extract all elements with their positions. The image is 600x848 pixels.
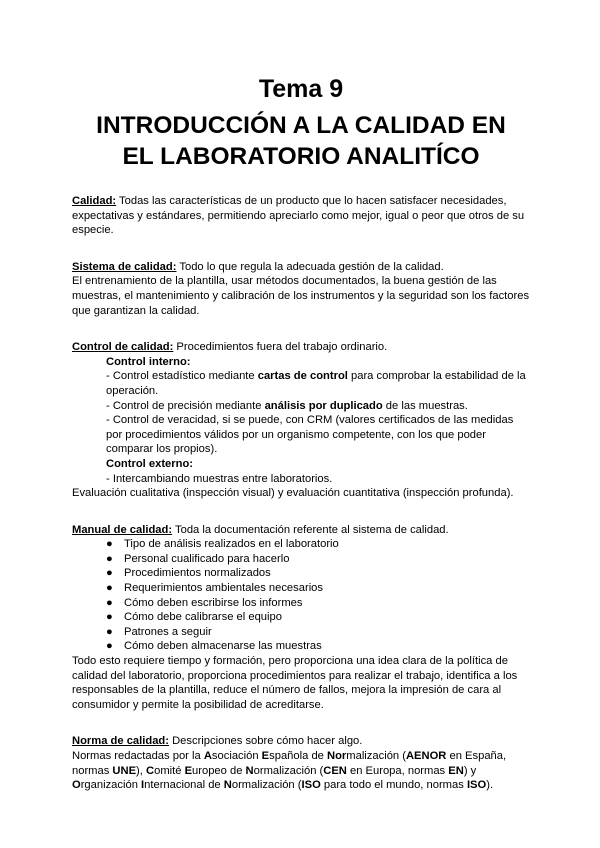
control-heading: Control de calidad: [72,341,174,354]
manual-heading: Manual de calidad: [72,523,173,536]
page-title: Tema 9 [258,75,344,103]
list-item-text: Tipo de análisis realizados en el laboratorio [124,538,339,551]
control-interno-item-1 [106,369,530,398]
list-item [106,610,530,625]
control-interno-item-2 [106,399,530,414]
calidad-heading: Calidad: [72,195,117,207]
control-interno-item-3: - Control de veracidad, si se puede, con CRM (valores certificados de las medidas por procedimientos válidos por un organismo competente, con los que poder comparar los propios). [106,414,514,456]
control-externo-item-1: - Intercambiando muestras entre laboratorios. [106,472,333,485]
sistema-text: Todo lo que regula la adecuada gestión de la calidad. [176,260,444,273]
page-subtitle [72,110,530,172]
norma-seg: ormalización ( [253,764,324,777]
control-externo-title: Control externo: [106,457,194,470]
norma-seg: spañola de [269,750,327,762]
list-item-text: Cómo deben escribirse los informes [124,596,303,609]
section-calidad [72,194,530,238]
list-item [106,537,530,552]
control-definition [72,340,530,355]
bullet-icon: ● [106,596,113,609]
bullet-icon: ● [106,640,113,653]
norma-seg: sociación [211,750,262,762]
control-text: Procedimientos fuera del trabajo ordinario. [173,341,388,354]
norma-seg: rganización [80,779,142,792]
norma-seg: CEN [323,764,347,777]
list-item [106,596,530,611]
list-item [106,581,530,596]
list-item [106,639,530,654]
bullet-icon: ● [106,625,113,638]
control-interno-block [72,355,530,486]
norma-seg: AENOR [405,750,447,762]
norma-seg: para todo el mundo, normas [320,779,467,792]
list-item-text: Patrones a seguir [124,625,212,638]
section-norma [72,734,530,792]
norma-seg: malización ( [346,750,406,762]
norma-seg: E [184,764,193,777]
norma-seg: uropeo de [192,764,246,777]
manual-bullet-list [72,537,530,654]
sistema-heading: Sistema de calidad: [72,260,177,273]
subtitle-line-1: INTRODUCCIÓN A LA CALIDAD EN [96,112,506,139]
norma-seg: A [203,750,212,762]
norma-seg: C [146,764,155,777]
manual-paragraph: Todo esto requiere tiempo y formación, pero proporciona una idea clara de la política de calidad del laboratorio, proporciona procedimientos para realizar el trabajo, identifica a los responsables de la plantilla, reduce el número de fallos, mejora la impresión de cara al consumidor y permite la posibilidad de acreditarse. [72,655,518,711]
section-sistema [72,260,530,318]
norma-heading: Norma de calidad: [72,735,169,748]
calidad-text: Todas las características de un producto que lo hacen satisfacer necesidades, expectativas y estándares, permitiendo apreciarlo como mejor, igual o peor que otros de su especie. [72,195,525,237]
norma-text: Descripciones sobre cómo hacer algo. [168,735,363,748]
norma-seg: ISO [466,779,487,792]
norma-seg: en España, normas [72,750,507,777]
sistema-definition [72,260,530,275]
i1-post: para comprobar la estabilidad de la operación. [106,370,526,397]
manual-definition [72,523,530,538]
bullet-icon: ● [106,567,113,580]
list-item [106,552,530,567]
norma-seg: N [245,764,254,777]
norma-seg: UNE [112,764,137,777]
list-item-text: Personal cualificado para hacerlo [124,552,290,565]
manual-text: Toda la documentación referente al sistema de calidad. [172,523,449,536]
norma-seg: ). [486,779,494,792]
section-manual [72,523,530,713]
calidad-definition [72,194,530,238]
bullet-icon: ● [106,582,113,595]
norma-seg: EN [448,764,464,777]
norma-seg: Normas redactadas por la [72,750,204,762]
bullet-icon: ● [106,611,113,624]
i2-pre: - Control de precisión mediante [106,399,265,412]
norma-seg: ) y [463,764,477,777]
list-item-text: Procedimientos normalizados [124,567,271,580]
norma-seg: N [223,779,232,792]
norma-seg: ), [136,764,146,777]
norma-seg: I [141,779,145,792]
list-item-text: Requerimientos ambientales necesarios [124,582,323,595]
sistema-paragraph: El entrenamiento de la plantilla, usar métodos documentados, la buena gestión de las muestras, el mantenimiento y calibración de los instrumentos y la seguridad son los factores que garantizan la calidad. [72,275,530,317]
list-item [106,566,530,581]
norma-seg: ormalización ( [231,779,302,792]
bullet-icon: ● [106,538,113,551]
i1-bold: cartas de control [257,370,348,383]
list-item-text: Cómo debe calibrarse el equipo [124,611,282,624]
i2-post: de las muestras. [382,399,468,412]
i2-bold: análisis por duplicado [264,399,383,412]
norma-seg: nternacional de [144,779,224,792]
norma-paragraph [72,749,530,793]
i1-pre: - Control estadístico mediante [106,370,258,383]
subtitle-line-2: EL LABORATORIO ANALITÍCO [122,143,480,170]
norma-seg: O [72,779,81,792]
bullet-icon: ● [106,552,113,565]
control-evaluacion: Evaluación cualitativa (inspección visual) y evaluación cuantitativa (inspección profunda). [72,487,514,500]
list-item [106,625,530,640]
control-interno-title: Control interno: [106,355,191,368]
section-control [72,340,530,501]
norma-seg: en Europa, normas [346,764,449,777]
norma-seg: omité [154,764,185,777]
list-item-text: Cómo deben almacenarse las muestras [124,640,322,653]
norma-seg: Nor [327,750,347,762]
norma-seg: E [261,750,270,762]
norma-definition [72,734,530,749]
norma-seg: ISO [301,779,321,792]
